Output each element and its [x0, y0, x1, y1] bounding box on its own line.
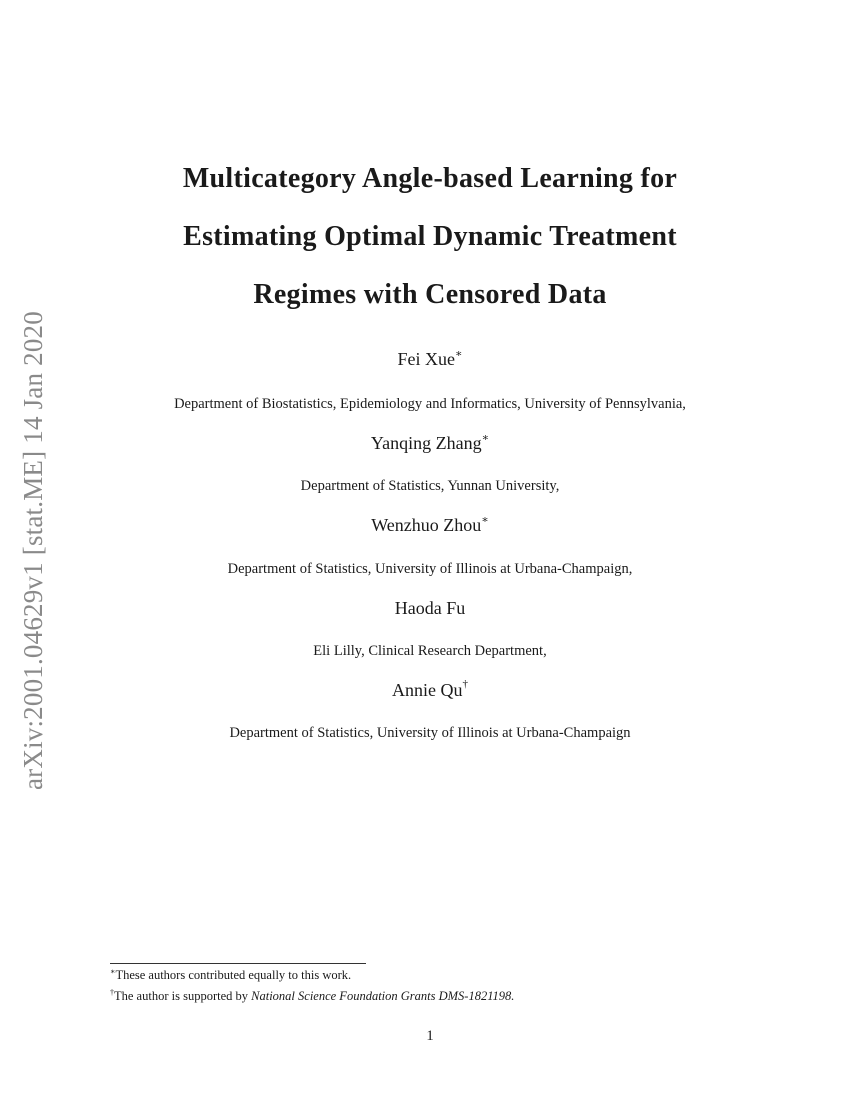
author-name-text: Wenzhuo Zhou [371, 515, 482, 535]
author-name [80, 515, 780, 536]
footnote [110, 968, 351, 983]
author-name [80, 680, 780, 701]
footnote-mark: ∗ [110, 967, 116, 976]
footnote-mark: † [110, 988, 114, 997]
page-number: 1 [426, 1028, 434, 1044]
author-affiliation: Department of Statistics, University of Illinois at Urbana-Champaign, [227, 561, 633, 577]
author-name [80, 598, 780, 619]
author-footnote-mark: ∗ [481, 432, 490, 444]
footnote-rule [110, 963, 366, 964]
author-affiliation: Eli Lilly, Clinical Research Department, [313, 643, 547, 659]
author-name-text: Fei Xue [397, 349, 455, 369]
author-affiliation: Department of Statistics, Yunnan University, [300, 478, 560, 494]
footnote-text: These authors contributed equally to this work. [115, 968, 352, 982]
author-footnote-mark: † [462, 678, 468, 690]
author-affiliation: Department of Statistics, University of Illinois at Urbana-Champaign [229, 725, 631, 741]
author-name [80, 349, 780, 370]
author-name [80, 433, 780, 454]
paper-title-line-3: Regimes with Censored Data [253, 279, 607, 310]
footnote-text: The author is supported by [114, 989, 252, 1003]
arxiv-identifier-stamp: arXiv:2001.04629v1 [stat.ME] 14 Jan 2020 [18, 311, 48, 790]
paper-title-line-1: Multicategory Angle-based Learning for [182, 163, 678, 194]
author-affiliation: Department of Biostatistics, Epidemiology and Informatics, University of Pennsylvania, [174, 396, 686, 412]
author-footnote-mark: ∗ [455, 348, 463, 360]
author-name-text: Haoda Fu [394, 598, 466, 618]
author-name-text: Annie Qu [392, 680, 463, 700]
author-name-text: Yanqing Zhang [370, 433, 482, 453]
author-footnote-mark: ∗ [481, 514, 489, 526]
paper-title-line-2: Estimating Optimal Dynamic Treatment [183, 221, 677, 252]
footnote-grant-emphasis: National Science Foundation Grants DMS-1821198. [251, 989, 515, 1003]
footnote [110, 989, 514, 1004]
